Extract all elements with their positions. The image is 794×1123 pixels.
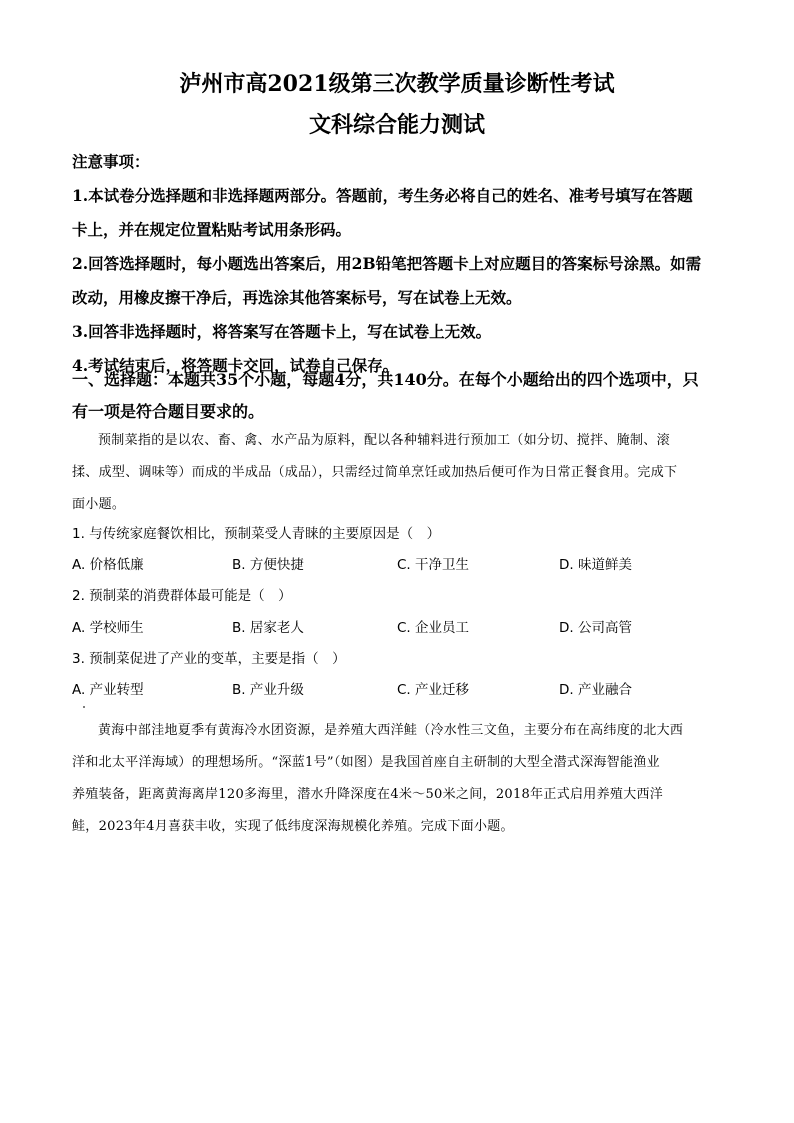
notice-item: 1.本试卷分选择题和非选择题两部分。答题前，考生务必将自己的姓名、准考号填写在答题 [72, 186, 693, 205]
section-heading [72, 364, 732, 428]
option-b[interactable]: B. 方便快捷 [232, 557, 304, 573]
option-a[interactable]: A. 产业转型 [72, 682, 144, 698]
passage-line: 黄海中部洼地夏季有黄海冷水团资源，是养殖大西洋鲑（冷水性三文鱼，主要分布在高纬度的北大西 [98, 723, 684, 738]
notice-item: 卡上，并在规定位置粘贴考试用条形码。 [72, 220, 352, 239]
option-a[interactable]: A. 价格低廉 [72, 557, 144, 573]
option-b[interactable]: B. 产业升级 [232, 682, 304, 698]
section-heading-line: 有一项是符合题目要求的。 [72, 402, 265, 421]
passage-line: 面小题。 [72, 497, 126, 512]
passage-deep-blue [72, 715, 722, 843]
notice-item: 改动，用橡皮擦干净后，再选涂其他答案标号，写在试卷上无效。 [72, 288, 522, 307]
question-stem-3: 3. 预制菜促进了产业的变革，主要是指（ ） [72, 651, 346, 667]
notice-item: 4.考试结束后，将答题卡交回，试卷自己保存。 [72, 356, 399, 375]
option-d[interactable]: D. 产业融合 [559, 682, 632, 698]
notice-block [72, 145, 732, 383]
notice-item: 3.回答非选择题时，将答案写在答题卡上，写在试卷上无效。 [72, 322, 492, 341]
passage-line: 揉、成型、调味等）而成的半成品（成品），只需经过简单烹饪或加热后便可作为日常正餐食用。完成下 [72, 465, 678, 480]
option-c[interactable]: C. 产业迁移 [397, 682, 470, 698]
notice-heading: 注意事项： [72, 152, 150, 171]
passage-prepared-food [72, 425, 722, 521]
notice-item: 2.回答选择题时，每小题选出答案后，用2B铅笔把答题卡上对应题目的答案标号涂黑。如需 [72, 254, 702, 273]
passage-line: 鲑，2023年4月喜获丰收，实现了低纬度深海规模化养殖。完成下面小题。 [72, 819, 514, 834]
question-stem-1: 1. 与传统家庭餐饮相比，预制菜受人青睐的主要原因是（ ） [72, 526, 441, 542]
passage-line: 洋和北太平洋海域）的理想场所。“深蓝1号”（如图）是我国首座自主研制的大型全潜式深海智能渔业 [72, 755, 660, 770]
section-heading-line: 一、选择题：本题共35个小题，每题4分，共140分。在每个小题给出的四个选项中，只 [72, 370, 699, 389]
option-c[interactable]: C. 企业员工 [397, 620, 470, 636]
option-b[interactable]: B. 居家老人 [232, 620, 304, 636]
passage-line: 预制菜指的是以农、畜、禽、水产品为原料，配以各种辅料进行预加工（如分切、搅拌、腌制、滚 [98, 433, 670, 448]
exam-title: 泸州市高2021级第三次教学质量诊断性考试 [179, 71, 615, 97]
option-d[interactable]: D. 公司高管 [559, 620, 632, 636]
exam-subtitle: 文科综合能力测试 [308, 112, 485, 138]
question-stem-2: 2. 预制菜的消费群体最可能是（ ） [72, 588, 292, 604]
scan-speck [83, 706, 85, 708]
option-d[interactable]: D. 味道鲜美 [559, 557, 632, 573]
option-a[interactable]: A. 学校师生 [72, 620, 144, 636]
passage-line: 养殖装备，距离黄海离岸120多海里，潜水升降深度在4米～50米之间，2018年正式启用养殖大西洋 [72, 787, 664, 802]
option-c[interactable]: C. 干净卫生 [397, 557, 470, 573]
